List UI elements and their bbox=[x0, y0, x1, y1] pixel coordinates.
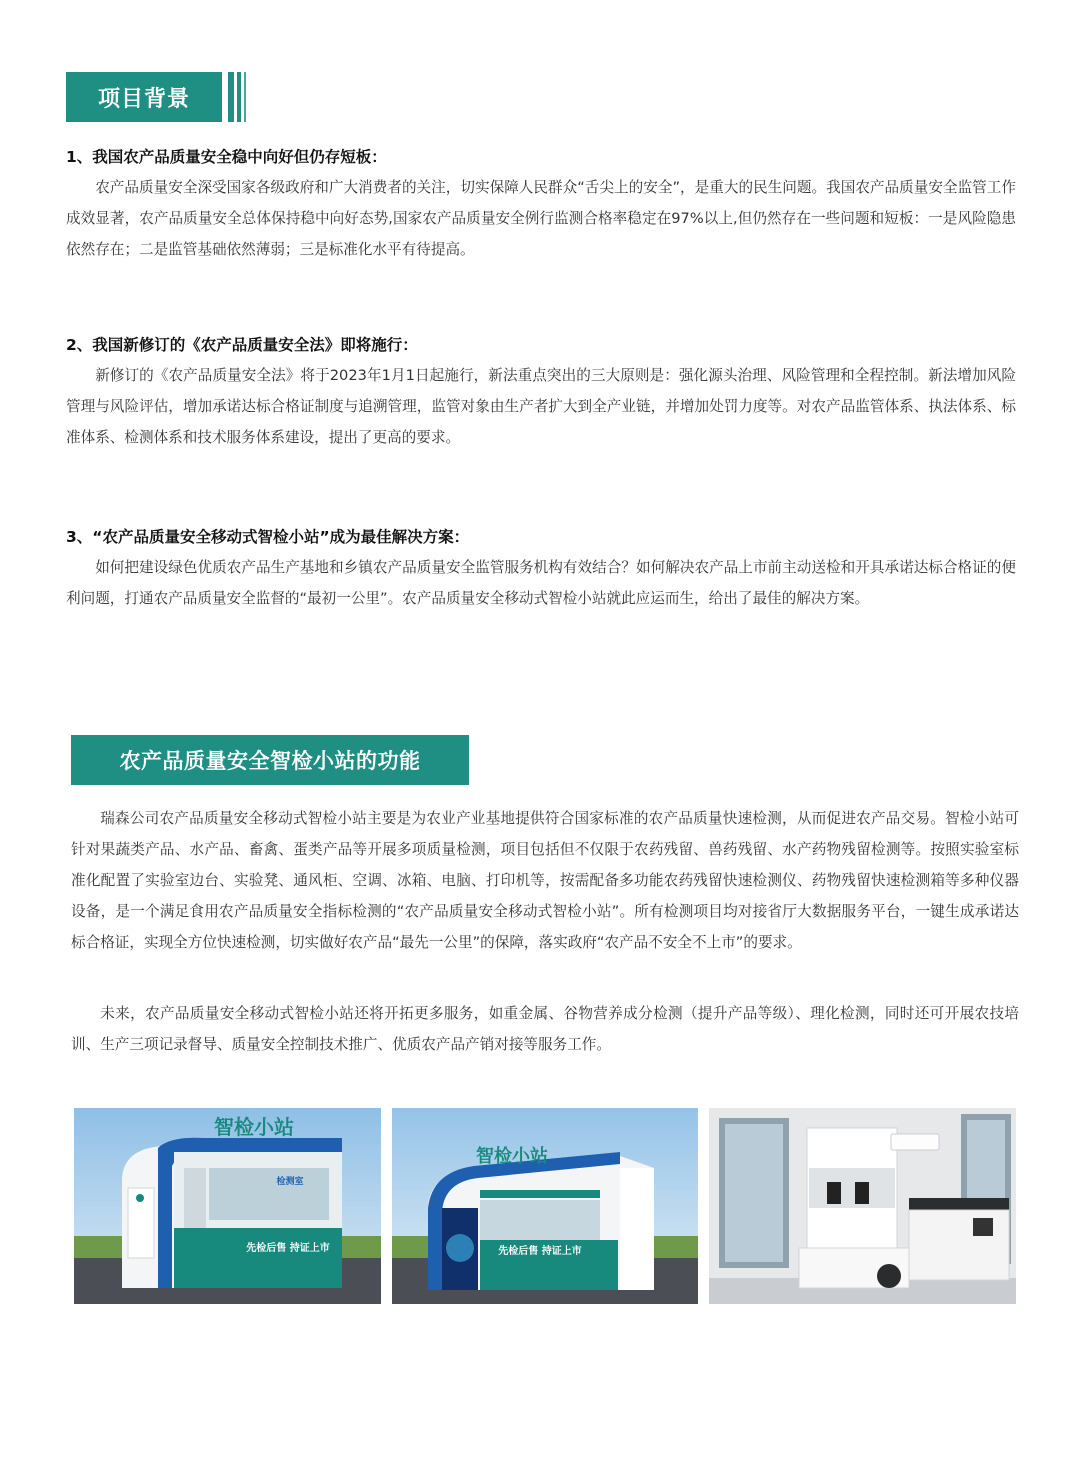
item-2-heading: 2、我国新修订的《农产品质量安全法》即将施行： bbox=[66, 336, 418, 354]
kiosk-slogan-text: 先检后售 持证上市 bbox=[246, 1243, 330, 1254]
lab-interior-photo bbox=[709, 1108, 1016, 1304]
section-title-project-background: 项目背景 bbox=[97, 86, 190, 112]
item-3-body: 如何把建设绿色优质农产品生产基地和乡镇农产品质量安全监管服务机构有效结合？如何解决农产品上市前主动送检和开具承诺达标合格证的便利问题，打通农产品质量安全监督的“最初一公里”。农产品质量安全移动式智检小站就此应运而生，给出了最佳的解决方案。 bbox=[66, 559, 1016, 607]
kiosk-sign-text: 智检小站 bbox=[214, 1115, 294, 1139]
kiosk-side-photo bbox=[74, 1108, 381, 1304]
functions-paragraph-1: 瑞森公司农产品质量安全移动式智检小站主要是为农业产业基地提供符合国家标准的农产品质量快速检测，从而促进农产品交易。智检小站可针对果蔬类产品、水产品、畜禽、蛋类产品等开展多项质量检测，项目包括但不仅限于农药残留、兽药残留、水产药物残留检测等。按照实验室标准化配置了实验室边台、实验凳、通风柜、空调、冰箱、电脑、打印机等，按需配备多功能农药残留快速检测仪、药物残留快速检测箱等多种仪器设备，是一个满足食用农产品质量安全指标检测的“农产品质量安全移动式智检小站”。所有检测项目均对接省厅大数据服务平台，一键生成承诺达标合格证，实现全方位快速检测，切实做好农产品“最先一公里”的保障，落实政府“农产品不安全不上市”的要求。 bbox=[71, 810, 1019, 951]
item-2-body: 新修订的《农产品质量安全法》将于2023年1月1日起施行，新法重点突出的三大原则是：强化源头治理、风险管理和全程控制。新法增加风险管理与风险评估，增加承诺达标合格证制度与追溯管理，监管对象由生产者扩大到全产业链，并增加处罚力度等。对农产品监管体系、执法体系、标准体系、检测体系和技术服务体系建设，提出了更高的要求。 bbox=[66, 367, 1016, 446]
kiosk-side-panel-text: 检测室 bbox=[276, 1177, 304, 1187]
kiosk-front-photo bbox=[392, 1108, 698, 1304]
section-header-background bbox=[71, 735, 469, 785]
functions-paragraph-2: 未来，农产品质量安全移动式智检小站还将开拓更多服务，如重金属、谷物营养成分检测（提升产品等级）、理化检测，同时还可开展农技培训、生产三项记录督导、质量安全控制技术推广、优质农产品产销对接等服务工作。 bbox=[71, 1005, 1019, 1053]
kiosk-slogan-text: 先检后售 持证上市 bbox=[498, 1246, 582, 1257]
section-header-background bbox=[66, 72, 222, 122]
kiosk-sign-text: 智检小站 bbox=[476, 1146, 548, 1167]
section-title-functions: 农产品质量安全智检小站的功能 bbox=[119, 749, 421, 773]
item-1-body: 农产品质量安全深受国家各级政府和广大消费者的关注，切实保障人民群众“舌尖上的安全”，是重大的民生问题。我国农产品质量安全监管工作成效显著，农产品质量安全总体保持稳中向好态势,国家农产品质量安全例行监测合格率稳定在97%以上,但仍然存在一些问题和短板：一是风险隐患依然存在；二是监管基础依然薄弱；三是标准化水平有待提高。 bbox=[66, 179, 1016, 258]
item-3-heading: 3、“农产品质量安全移动式智检小站”成为最佳解决方案： bbox=[66, 528, 470, 546]
item-1-heading: 1、我国农产品质量安全稳中向好但仍存短板： bbox=[66, 148, 387, 166]
